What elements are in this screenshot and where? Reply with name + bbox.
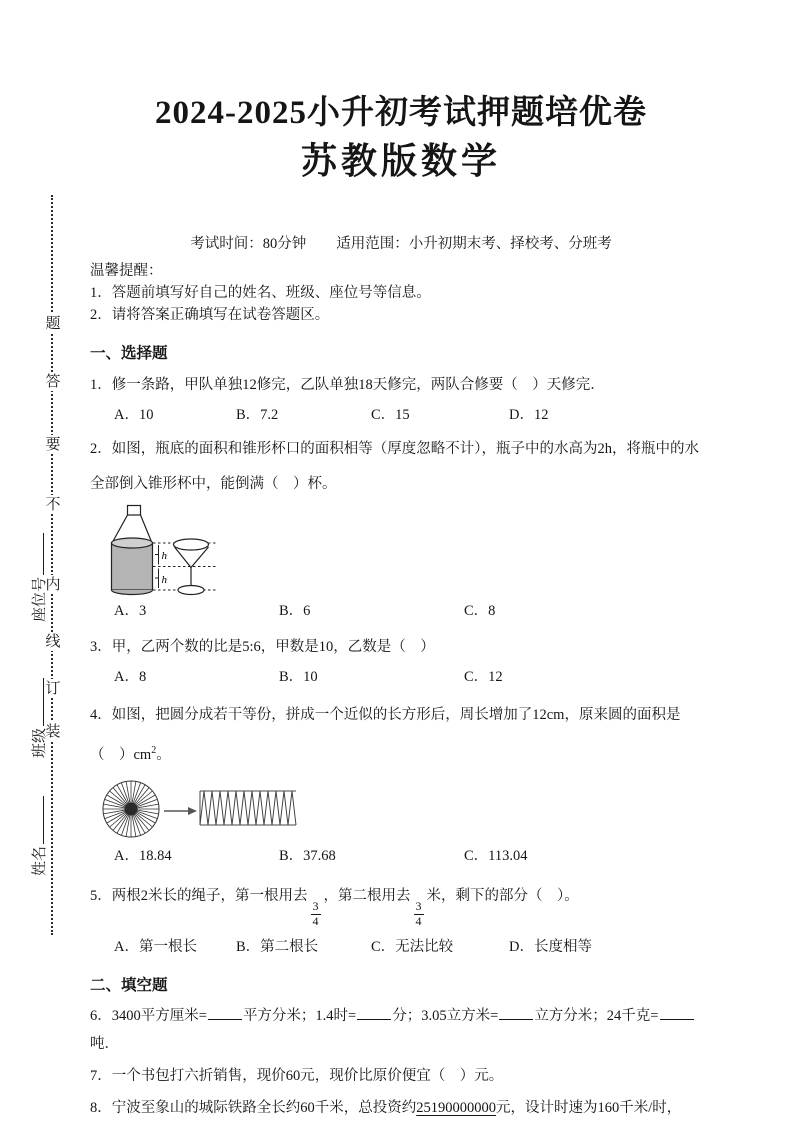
fraction-three-quarters	[311, 900, 321, 929]
question-5-text: ，第二根用去	[323, 887, 411, 904]
question-1-options	[90, 404, 712, 426]
question-7: 7．一个书包打六折销售，现价60元，现价比原价便宜（ ）元。	[90, 1068, 504, 1085]
question-6	[90, 1002, 712, 1058]
question-4-tail: 。	[156, 746, 171, 763]
option: C．113.04	[464, 847, 528, 864]
question-4-text: 4．如图，把圆分成若干等份，拼成一个近似的长方形后，周长增加了12cm，原来圆的面积是（ ）cm	[90, 707, 681, 763]
option: C．15	[371, 407, 410, 423]
option: A．10	[114, 407, 154, 423]
question-5-text: 米，剩下的部分（ ）。	[426, 887, 579, 904]
question-6-text: 吨．	[90, 1036, 119, 1053]
name-blank-line	[31, 796, 44, 844]
paper-title: 2024-2025小升初考试押题培优卷	[155, 95, 647, 131]
exam-scope: 适用范围：小升初期末考、择校考、分班考	[336, 236, 612, 252]
option: B．6	[279, 603, 311, 619]
numerator: 3	[312, 898, 319, 913]
option: A．第一根长	[114, 939, 197, 956]
question-6-text: 立方分米；24千克=	[534, 1008, 659, 1025]
class-blank-line	[31, 678, 44, 726]
exam-info-row	[90, 234, 712, 254]
student-class-field	[28, 678, 49, 758]
question-2: 2．如图，瓶底的面积和锥形杯口的面积相等（厚度忽略不计），瓶子中的水高为2h，将瓶中的水全部倒入锥形杯中，能倒满（ ）杯。	[90, 441, 699, 492]
binding-char: 要	[45, 436, 61, 453]
paper-content	[90, 0, 712, 1122]
fraction-three-quarters	[414, 900, 424, 929]
option: B．37.68	[279, 847, 336, 864]
option: A．8	[114, 669, 147, 685]
binding-char: 装	[45, 723, 61, 740]
option: D．12	[509, 407, 549, 423]
superscript-2: 2	[151, 745, 157, 756]
student-name-field	[28, 796, 49, 876]
student-seat-field	[28, 533, 49, 622]
bottle-cone-figure	[96, 504, 221, 596]
option: B．10	[279, 669, 318, 685]
question-5	[90, 881, 712, 929]
name-label: 姓名	[31, 845, 48, 876]
seat-blank-line	[31, 533, 44, 575]
notice-item: 1．答题前填写好自己的姓名、班级、座位号等信息。	[90, 285, 431, 301]
binding-char: 线	[45, 633, 61, 650]
option: A．18.84	[114, 847, 172, 864]
section-title-fill-blank: 二、填空题	[90, 977, 168, 995]
underlined-number: 25190000000	[416, 1100, 496, 1117]
fill-blank	[208, 1006, 242, 1020]
question-8-text: 元，设计时速为160千米/时，	[496, 1100, 682, 1117]
question-8-text: 8．宁波至象山的城际铁路全长约60千米，总投资约	[90, 1100, 417, 1117]
question-4-options	[90, 845, 712, 867]
question-5-text: 5．两根2米长的绳子，第一根用去	[90, 887, 308, 904]
question-5-options	[90, 936, 712, 958]
paper-subtitle: 苏教版数学	[300, 141, 501, 181]
question-6-text: 平方分米；1.4时=	[242, 1008, 357, 1025]
binding-char: 题	[45, 315, 61, 332]
option: C．无法比较	[371, 939, 454, 956]
h-label: h	[161, 550, 167, 562]
notice-item: 2．请将答案正确填写在试卷答题区。	[90, 307, 330, 323]
denominator: 4	[415, 913, 422, 928]
fill-blank	[660, 1006, 694, 1020]
exam-time: 考试时间：80分钟	[190, 236, 307, 252]
question-6-text: 6．3400平方厘米=	[90, 1008, 207, 1025]
circle-rectangle-figure	[98, 775, 308, 841]
notice-title: 温馨提醒：	[90, 263, 163, 279]
option: C．8	[464, 603, 496, 619]
binding-char: 订	[45, 680, 61, 697]
class-label: 班级	[31, 727, 48, 758]
question-2-options	[90, 600, 712, 622]
question-3-options	[90, 666, 712, 688]
option: B．7.2	[236, 407, 279, 423]
seat-label: 座位号	[31, 576, 48, 622]
fill-blank	[499, 1006, 533, 1020]
fill-blank	[357, 1006, 391, 1020]
section-title-choice: 一、选择题	[90, 345, 168, 362]
option: D．长度相等	[509, 939, 592, 956]
binding-char: 答	[45, 373, 61, 390]
question-4	[90, 698, 712, 773]
question-3: 3．甲，乙两个数的比是5:6，甲数是10，乙数是（ ）	[90, 639, 435, 655]
option: B．第二根长	[236, 939, 319, 956]
binding-char: 不	[45, 496, 61, 513]
option: A．3	[114, 603, 147, 619]
h-label: h	[161, 574, 167, 586]
denominator: 4	[312, 913, 319, 928]
option: C．12	[464, 669, 503, 685]
question-1: 1．修一条路，甲队单独12修完，乙队单独18天修完，两队合修要（ ）天修完．	[90, 377, 605, 393]
binding-char: 内	[45, 576, 61, 593]
numerator: 3	[415, 898, 422, 913]
binding-dotted-line	[51, 195, 53, 935]
question-6-text: 分；3.05立方米=	[392, 1008, 499, 1025]
question-8	[90, 1094, 712, 1122]
